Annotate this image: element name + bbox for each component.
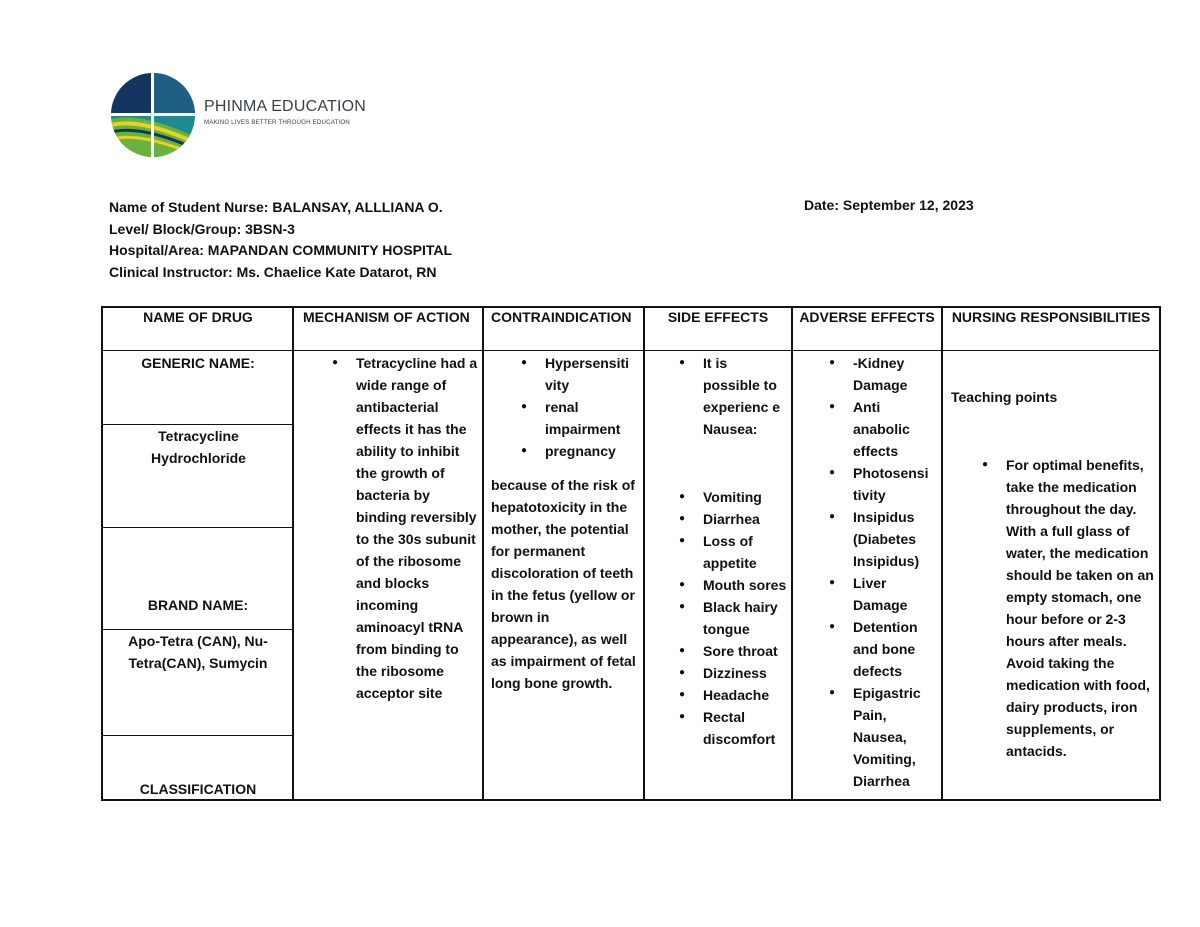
list-item: ● Black hairy tongue <box>679 596 787 640</box>
list-item: ● Dizziness <box>679 662 787 684</box>
list-item: ● Liver Damage <box>829 572 937 616</box>
side-effects-intro <box>679 352 787 440</box>
list-item: ● Diarrhea <box>679 508 787 530</box>
contraindication-list <box>521 352 639 462</box>
list-item: ● pregnancy <box>521 440 639 462</box>
date: Date: September 12, 2023 <box>804 197 974 213</box>
header-contraindication: CONTRAINDICATION <box>491 309 632 325</box>
brand-name-value: Apo-Tetra (CAN), Nu-Tetra(CAN), Sumycin <box>128 633 268 671</box>
logo-tagline: MAKING LIVES BETTER THROUGH EDUCATION <box>204 119 350 126</box>
classification-label: CLASSIFICATION <box>139 781 257 797</box>
list-item: ● Epigastric Pain, Nausea, Vomiting, Diarrhea <box>829 682 937 792</box>
column-divider <box>791 306 793 801</box>
header-mechanism-of-action: MECHANISM OF ACTION <box>303 309 470 325</box>
header-name-of-drug: NAME OF DRUG <box>143 309 253 325</box>
list-item: ● Tetracycline had a wide range of antibacterial effects it has the ability to inhibit the growth of bacteria by binding reversibly to the 30s subunit of the ribosome and blocks incoming aminoacyl tRNA from binding to the ribosome acceptor site <box>332 352 478 704</box>
list-item: ● Rectal discomfort <box>679 706 787 750</box>
drug-row-divider <box>101 527 293 528</box>
list-item: ● Mouth sores <box>679 574 787 596</box>
student-info <box>109 197 452 283</box>
phinma-globe-icon <box>108 70 198 160</box>
list-item: ● Loss of appetite <box>679 530 787 574</box>
column-divider <box>941 306 943 801</box>
teaching-points-heading: Teaching points <box>951 389 1058 405</box>
list-item: ● Insipidus (Diabetes Insipidus) <box>829 506 937 572</box>
generic-name-value: Tetracycline Hydrochloride <box>151 428 246 466</box>
logo-title: PHINMA EDUCATION <box>204 98 367 115</box>
mechanism-list <box>332 352 478 704</box>
adverse-effects-list <box>829 352 937 792</box>
list-item: ● It is possible to experienc e Nausea: <box>679 352 787 440</box>
list-item: ● renal impairment <box>521 396 639 440</box>
list-item: ● Anti anabolic effects <box>829 396 937 462</box>
header-row-divider <box>101 350 1161 351</box>
column-divider <box>292 306 294 801</box>
list-item: ● Headache <box>679 684 787 706</box>
table-border-right <box>1159 306 1161 801</box>
contraindication-note: because of the risk of hepatotoxicity in the mother, the potential for permanent discoloration of teeth in the fetus (yellow or brown in appearance), as well as impairment of fetal long bone growth. <box>491 477 636 691</box>
header-side-effects: SIDE EFFECTS <box>667 309 769 325</box>
drug-study-table <box>101 306 1161 801</box>
list-item: ● Vomiting <box>679 486 787 508</box>
level-block-group: Level/ Block/Group: 3BSN-3 <box>109 220 295 237</box>
column-divider <box>643 306 645 801</box>
side-effects-list <box>679 486 787 750</box>
list-item: ● Sore throat <box>679 640 787 662</box>
list-item: ● Detention and bone defects <box>829 616 937 682</box>
list-item: ● Hypersensiti vity <box>521 352 639 396</box>
table-border-left <box>101 306 103 801</box>
header-adverse-effects: ADVERSE EFFECTS <box>799 309 935 325</box>
nursing-list <box>982 454 1154 762</box>
list-item: ● -Kidney Damage <box>829 352 937 396</box>
drug-row-divider <box>101 735 293 736</box>
clinical-instructor: Clinical Instructor: Ms. Chaelice Kate Datarot, RN <box>109 263 437 280</box>
hospital-area: Hospital/Area: MAPANDAN COMMUNITY HOSPITAL <box>109 242 453 258</box>
brand-name-label: BRAND NAME: <box>147 597 249 613</box>
header-nursing-responsibilities: NURSING RESPONSIBILITIES <box>951 309 1151 325</box>
student-name: Name of Student Nurse: BALANSAY, ALLLIANA O. <box>109 199 443 215</box>
column-divider <box>482 306 484 801</box>
generic-name-label: GENERIC NAME: <box>141 355 255 371</box>
list-item: ● Photosensi tivity <box>829 462 937 506</box>
list-item: ● For optimal benefits, take the medication throughout the day. With a full glass of water, the medication should be taken on an empty stomach, one hour before or 2-3 hours after meals. Avoid taking the medication with food, dairy products, iron supplements, or antacids. <box>982 454 1154 762</box>
